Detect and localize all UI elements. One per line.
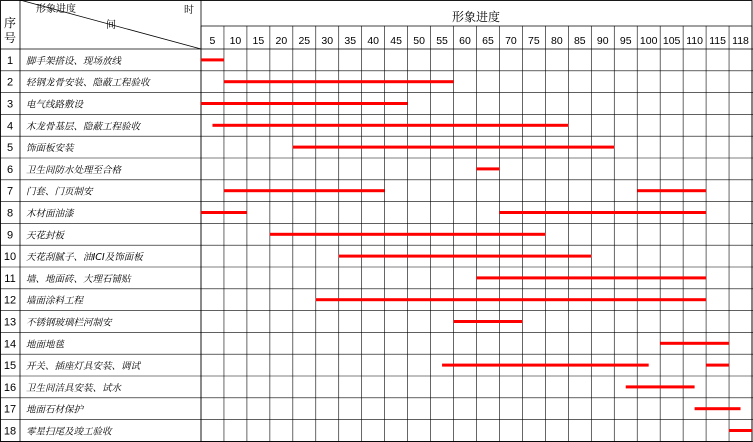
task-name: 天花刮腻子、油ICI及饰面板 — [26, 252, 143, 264]
task-name: 电气线路敷设 — [26, 99, 84, 111]
row-number: 7 — [6, 185, 14, 198]
row-number: 12 — [3, 294, 17, 307]
table-row — [7, 229, 66, 241]
task-bar — [660, 342, 729, 345]
table-row — [4, 382, 123, 394]
task-name: 卫生间防水处理至合格 — [26, 164, 122, 176]
task-bar — [316, 298, 706, 301]
seq-header-line2: 号 — [3, 31, 17, 45]
row-number: 8 — [6, 207, 14, 220]
task-name: 零星扫尾及竣工验收 — [26, 426, 112, 438]
task-bar — [695, 407, 741, 410]
task-name: 轻钢龙骨安装、隐蔽工程验收 — [26, 77, 150, 89]
row-number: 13 — [3, 316, 17, 329]
tick-label: 90 — [596, 35, 609, 47]
task-name: 地面石材保护 — [26, 404, 84, 416]
tick-label: 60 — [459, 35, 471, 47]
chart-title: 形象进度 — [451, 10, 501, 24]
row-number: 15 — [3, 360, 17, 373]
task-bar — [477, 276, 707, 279]
task-name: 墙面涂料工程 — [26, 295, 84, 307]
row-number: 14 — [3, 338, 17, 351]
table-row — [7, 77, 151, 89]
tick-label: 20 — [275, 35, 288, 47]
tick-label: 110 — [686, 35, 703, 47]
task-name: 开关、插座灯具安装、调试 — [26, 361, 141, 373]
task-name: 饰面板安装 — [26, 143, 74, 155]
tick-label: 100 — [639, 35, 658, 47]
row-number: 16 — [3, 381, 17, 394]
row-number: 9 — [6, 229, 14, 242]
tick-label: 10 — [229, 35, 242, 47]
task-bar — [201, 102, 408, 105]
task-bar — [499, 211, 706, 214]
tick-label: 15 — [252, 35, 265, 47]
task-bar — [626, 385, 695, 388]
tick-label: 75 — [528, 35, 540, 47]
tick-label: 25 — [298, 35, 311, 47]
tick-label: 50 — [413, 35, 425, 47]
tick-label: 105 — [662, 35, 681, 47]
row-number: 10 — [3, 251, 17, 264]
row-number: 17 — [3, 403, 17, 416]
task-bar — [293, 146, 614, 149]
diagonal-header-top: 形象进度 — [36, 4, 76, 15]
tick-label: 40 — [367, 35, 380, 47]
task-name: 门套、门页制安 — [26, 186, 93, 198]
row-number: 11 — [4, 272, 16, 285]
table-row — [7, 55, 123, 67]
task-bar — [339, 255, 592, 258]
task-bar — [637, 189, 706, 192]
table-row — [7, 164, 123, 176]
tick-label: 95 — [619, 35, 632, 47]
task-rows — [4, 55, 151, 438]
tick-label: 55 — [436, 35, 448, 47]
task-bar — [224, 189, 385, 192]
table-row — [7, 120, 142, 132]
task-bar — [270, 233, 546, 236]
time-ticks — [210, 35, 749, 47]
table-row — [4, 273, 132, 285]
task-bar — [201, 58, 224, 61]
table-row — [4, 338, 66, 350]
row-number: 4 — [6, 120, 14, 133]
task-bar — [454, 320, 523, 323]
task-name: 木材面油漆 — [26, 208, 74, 220]
table-row — [7, 99, 85, 111]
row-number: 6 — [6, 163, 14, 176]
tick-label: 30 — [321, 35, 334, 47]
table-row — [4, 404, 85, 416]
task-name: 卫生间洁具安装、试水 — [26, 382, 122, 394]
table-row — [7, 208, 75, 220]
tick-label: 85 — [573, 35, 586, 47]
table-row — [4, 360, 143, 372]
table-row — [7, 142, 75, 154]
tick-label: 65 — [482, 35, 494, 47]
task-name: 不锈钢玻璃栏河制安 — [26, 317, 112, 329]
task-name: 墙、地面砖、大理石铺贴 — [26, 273, 131, 285]
task-name: 脚手架搭设、现场放线 — [26, 55, 122, 67]
task-bar — [706, 364, 729, 367]
task-name: 木龙骨基层、隐蔽工程验收 — [26, 121, 141, 133]
task-bar — [212, 124, 568, 127]
tick-label: 80 — [551, 35, 563, 47]
row-number: 5 — [6, 142, 14, 155]
task-bar — [729, 429, 752, 432]
task-bar — [477, 167, 500, 170]
row-number: 18 — [3, 425, 17, 438]
task-bar — [224, 80, 454, 83]
row-number: 1 — [6, 54, 14, 67]
tick-label: 115 — [709, 35, 726, 47]
task-bar — [201, 211, 247, 214]
tick-label: 70 — [505, 35, 517, 47]
task-name: 地面地毯 — [26, 339, 65, 351]
tick-label: 45 — [390, 35, 402, 47]
tick-label: 118 — [732, 35, 749, 47]
task-bar — [442, 364, 649, 367]
row-number: 3 — [6, 98, 14, 111]
diagonal-header-right: 时 — [184, 5, 194, 16]
seq-header-line1: 序 — [3, 16, 17, 30]
diagonal-header-bottom: 间 — [106, 20, 116, 31]
table-row — [4, 295, 85, 307]
tick-label: 5 — [209, 35, 216, 47]
tick-label: 35 — [344, 35, 357, 47]
table-row — [4, 251, 144, 263]
task-name: 天花封板 — [26, 230, 65, 242]
row-number: 2 — [6, 76, 14, 89]
